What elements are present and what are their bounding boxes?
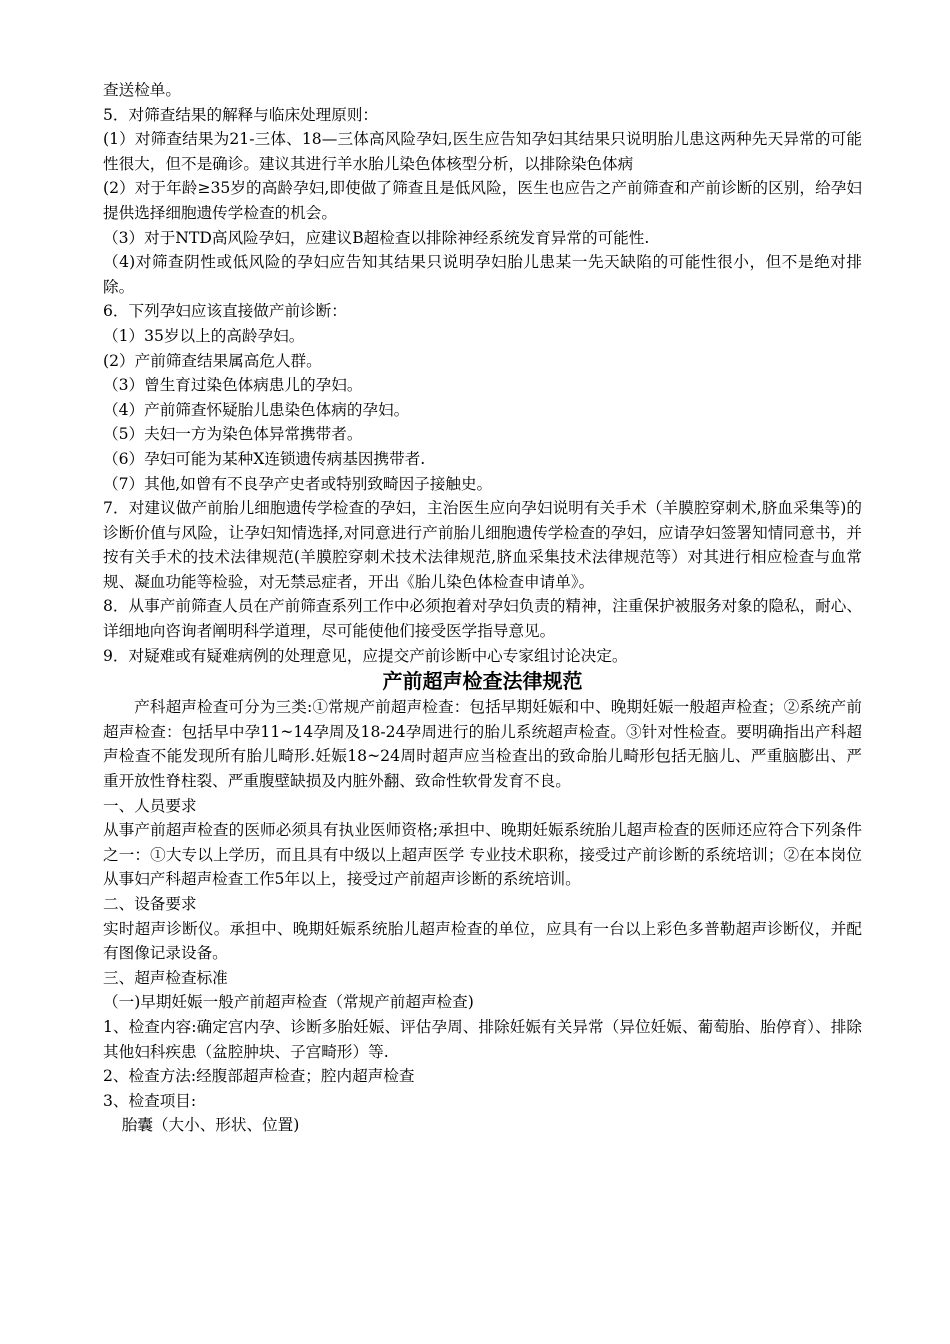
heading-item-5: 5．对筛查结果的解释与临床处理原则： [103,105,379,124]
heading-personnel: 一、人员要求 [103,796,197,815]
check-items-heading: 3、检查项目: [103,1091,197,1110]
heading-equipment: 二、设备要求 [103,895,197,913]
check-item-sac: 胎囊（大小、形状、位置) [121,1116,300,1135]
heading-standards: 三、超声检查标准 [103,968,228,987]
item-5-4: （4)对筛查阴性或低风险的孕妇应告知其结果只说明孕妇胎儿患某一先天缺陷的可能性很小，但不是绝对排除。 [103,253,862,296]
item-6-4: （4）产前筛查怀疑胎儿患染色体病的孕妇。 [103,400,410,419]
check-content: 1、检查内容:确定宫内孕、诊断多胎妊娠、评估孕周、排除妊娠有关异常（异位妊娠、葡萄胎、胎停育）、排除其他妇科疾患（盆腔肿块、子宫畸形）等. [103,1017,862,1061]
item-5-2: (2）对于年龄≥35岁的高龄孕妇,即使做了筛查且是低风险，医生也应告之产前筛查和产前诊断的区别，给孕妇提供选择细胞遗传学检查的机会。 [103,179,862,222]
item-6-6: （6）孕妇可能为某种X连锁遗传病基因携带者. [103,449,426,468]
item-7: 7．对建议做产前胎儿细胞遗传学检查的孕妇，主治医生应向孕妇说明有关手术（羊膜腔穿刺术,脐血采集等)的诊断价值与风险，让孕妇知情选择,对同意进行产前胎儿细胞遗传学检查的孕妇，应请孕妇签署知情同意书，并按有关手术的技术法律规范(羊膜腔穿刺术技术法律规范,脐血采集技术法律规范等）对其进行相应检查与血常规、凝血功能等检验，对无禁忌症者，开出《胎儿染色体检查申请单》。 [103,499,862,591]
section-intro: 产科超声检查可分为三类:①常规产前超声检查：包括早期妊娠和中、晚期妊娠一般超声检查；②系统产前超声检查：包括早中孕11~14孕周及18-24孕周进行的胎儿系统超声检查。③针对性检查。要明确指出产科超声检查不能发现所有胎儿畸形.妊娠18~24周时超声应当检查出的致命胎儿畸形包括无脑儿、严重脑膨出、严重开放性脊柱裂、严重腹壁缺损及内脏外翻、致命性软骨发育不良。 [103,698,862,791]
item-6-7: （7）其他,如曾有不良孕产史者或特别致畸因子接触史。 [103,474,493,493]
section-title: 产前超声检查法律规范 [382,669,583,694]
standards-sub-1: （一)早期妊娠一般产前超声检查（常规产前超声检查) [103,993,474,1012]
item-5-3: （3）对于NTD高风险孕妇，应建议B超检查以排除神经系统发育异常的可能性. [103,228,650,247]
personnel-text: 从事产前超声检查的医师必须具有执业医师资格;承担中、晚期妊娠系统胎儿超声检查的医师还应符合下列条件之一：①大专以上学历，而且具有中级以上超声医学 专业技术职称，接受过产前诊断的系统培训；②在本岗位从事妇产科超声检查工作5年以上，接受过产前超声诊断的系统培训。 [103,821,862,889]
item-8: 8．从事产前筛查人员在产前筛查系列工作中必须抱着对孕妇负责的精神，注重保护被服务对象的隐私，耐心、详细地向咨询者阐明科学道理，尽可能使他们接受医学指导意见。 [103,597,862,641]
heading-item-6: 6．下列孕妇应该直接做产前诊断： [103,302,347,321]
item-6-3: （3）曾生育过染色体病患儿的孕妇。 [103,376,363,395]
check-method: 2、检查方法:经腹部超声检查；腔内超声检查 [103,1067,415,1086]
item-9: 9．对疑难或有疑难病例的处理意见，应提交产前诊断中心专家组讨论决定。 [103,646,628,665]
item-6-5: （5）夫妇一方为染色体异常携带者。 [103,425,363,444]
para-continuation: 查送检单。 [103,81,181,99]
equipment-text: 实时超声诊断仪。承担中、晚期妊娠系统胎儿超声检查的单位，应具有一台以上彩色多普勒超声诊断仪，并配有图像记录设备。 [103,919,862,963]
item-6-1: （1）35岁以上的高龄孕妇。 [103,326,305,345]
item-6-2: (2）产前筛查结果属高危人群。 [103,351,322,370]
item-5-1: (1）对筛查结果为21-三体、18—三体高风险孕妇,医生应告知孕妇其结果只说明胎儿患这两种先天异常的可能性很大，但不是确诊。建议其进行羊水胎儿染色体核型分析，以排除染色体病 [103,130,862,173]
